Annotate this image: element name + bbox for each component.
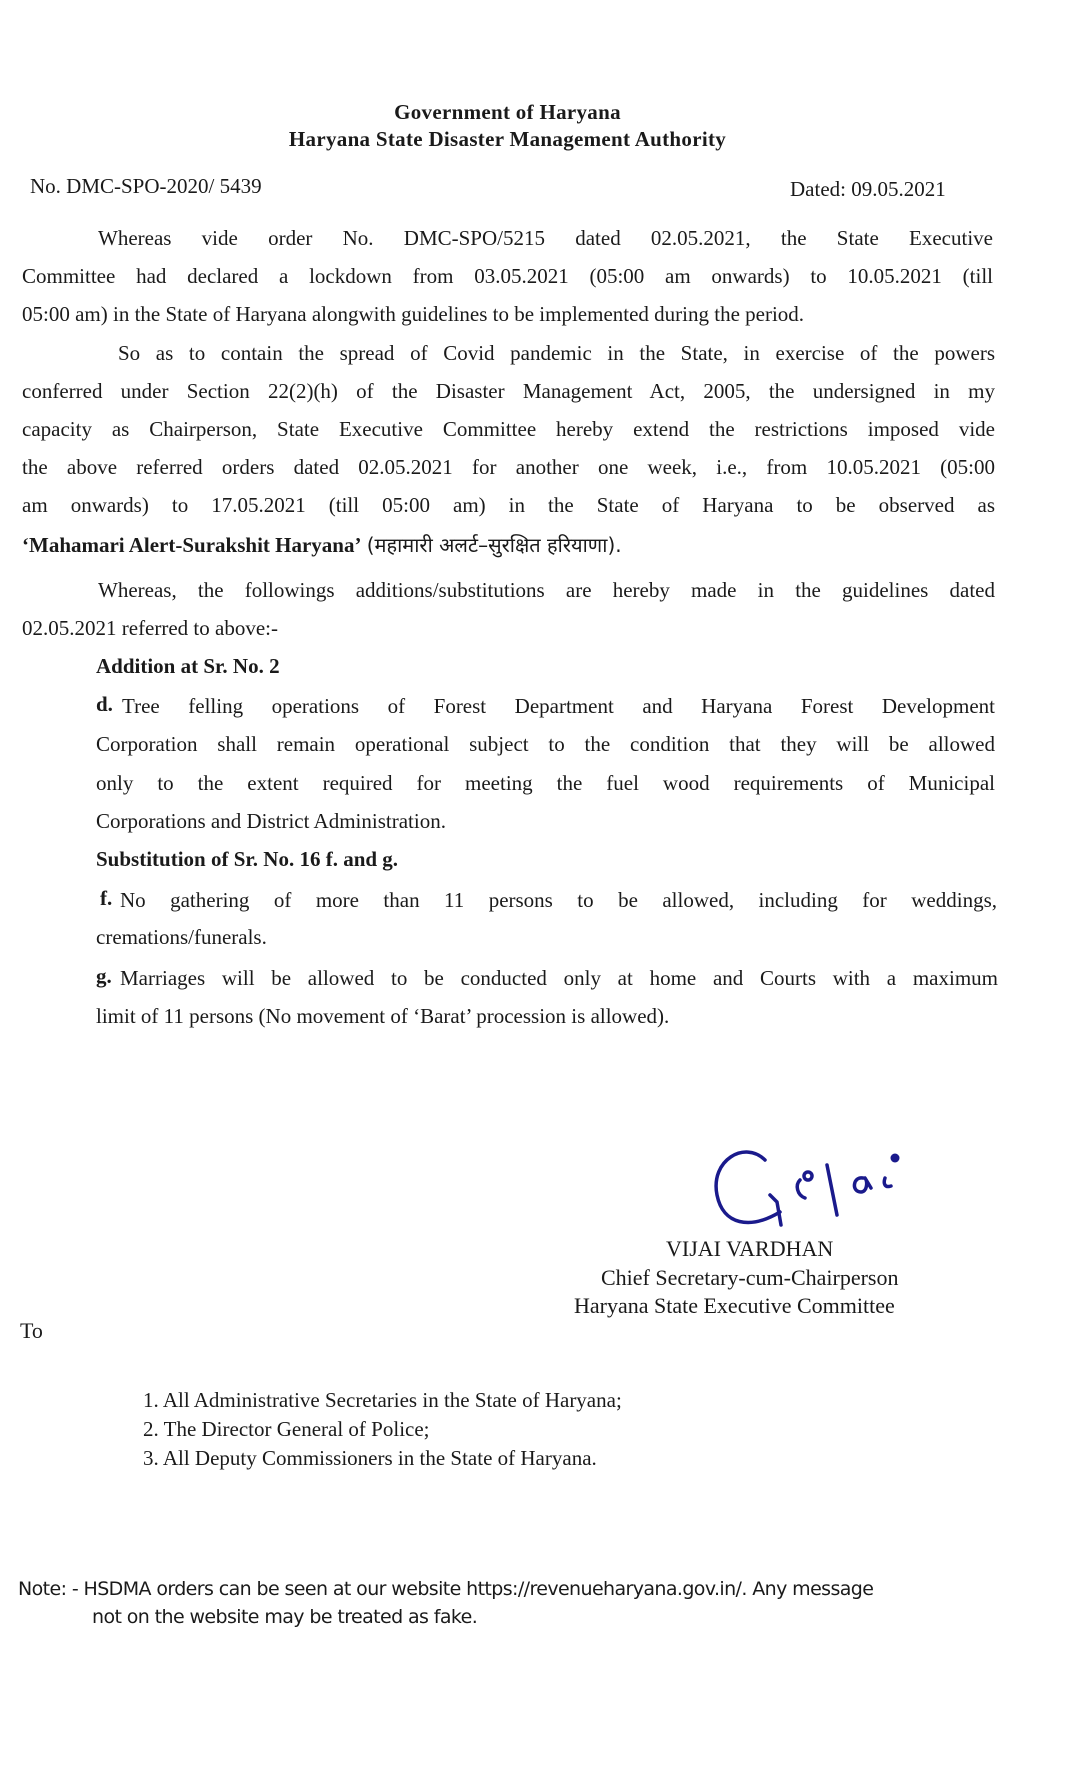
paragraph-line: conferred under Section 22(2)(h) of the Disaster Management Act, 2005, the undersigned in my (22, 379, 995, 403)
recipient-item: 2. The Director General of Police; (143, 1417, 430, 1441)
signatory-body: Haryana State Executive Committee (574, 1293, 895, 1318)
addition-line: Corporations and District Administration. (96, 809, 446, 833)
paragraph-line: am onwards) to 17.05.2021 (till 05:00 am) in the State of Haryana to be observed as (22, 493, 995, 517)
paragraph-line: Committee had declared a lockdown from 03.05.2021 (05:00 am onwards) to 10.05.2021 (till (22, 264, 993, 288)
addition-line: Corporation shall remain operational subject to the condition that they will be allowed (96, 732, 995, 756)
signature (705, 1140, 925, 1235)
campaign-name: ‘Mahamari Alert-Surakshit Haryana’ (22, 533, 362, 557)
paragraph-line: Whereas, the followings additions/substitutions are hereby made in the guidelines dated (98, 578, 995, 602)
order-number: No. DMC-SPO-2020/ 5439 (30, 174, 262, 198)
campaign-name-hindi: (महामारी अलर्ट–सुरक्षित हरियाणा). (366, 533, 622, 557)
signature-dot (891, 1154, 900, 1163)
paragraph-line: So as to contain the spread of Covid pandemic in the State, in exercise of the powers (118, 341, 995, 365)
recipients-label: To (20, 1318, 43, 1343)
addition-line: Tree felling operations of Forest Department and Haryana Forest Development (122, 694, 995, 718)
header-government: Government of Haryana (394, 100, 621, 124)
addition-heading: Addition at Sr. No. 2 (96, 654, 280, 678)
substitution-item-f-line: cremations/funerals. (96, 925, 267, 949)
paragraph-line: Whereas vide order No. DMC-SPO/5215 dated 02.05.2021, the State Executive (98, 226, 993, 250)
header-authority: Haryana State Disaster Management Authority (288, 127, 727, 151)
substitution-item-g-line: limit of 11 persons (No movement of ‘Barat’ procession is allowed). (96, 1004, 670, 1028)
signatory-name: VIJAI VARDHAN (666, 1236, 834, 1261)
substitution-heading: Substitution of Sr. No. 16 f. and g. (96, 847, 399, 871)
paragraph-line: capacity as Chairperson, State Executive Committee hereby extend the restrictions imposed vide (22, 417, 995, 441)
recipient-item: 3. All Deputy Commissioners in the State of Haryana. (143, 1446, 597, 1470)
recipient-item: 1. All Administrative Secretaries in the State of Haryana; (143, 1388, 622, 1412)
signature-handwriting-icon (705, 1140, 925, 1235)
paragraph-line: 02.05.2021 referred to above:- (22, 616, 278, 640)
substitution-item-f-label: f. (100, 886, 113, 910)
note-line: Note: - HSDMA orders can be seen at our website https://revenueharyana.gov.in/. Any message (18, 1578, 874, 1600)
paragraph-line: the above referred orders dated 02.05.2021 for another one week, i.e., from 10.05.2021 (05:00 (22, 455, 995, 479)
substitution-item-g-line: Marriages will be allowed to be conducted only at home and Courts with a maximum (120, 966, 998, 990)
addition-item-label: d. (96, 692, 113, 716)
substitution-item-g-label: g. (96, 964, 112, 988)
addition-line: only to the extent required for meeting the fuel wood requirements of Municipal (96, 771, 995, 795)
order-date: Dated: 09.05.2021 (790, 177, 946, 201)
substitution-item-f-line: No gathering of more than 11 persons to be allowed, including for weddings, (120, 888, 997, 912)
signatory-designation: Chief Secretary-cum-Chairperson (601, 1265, 899, 1290)
campaign-line (22, 531, 622, 558)
paragraph-line: 05:00 am) in the State of Haryana alongwith guidelines to be implemented during the period. (22, 302, 805, 326)
note-line: not on the website may be treated as fake. (92, 1606, 478, 1628)
